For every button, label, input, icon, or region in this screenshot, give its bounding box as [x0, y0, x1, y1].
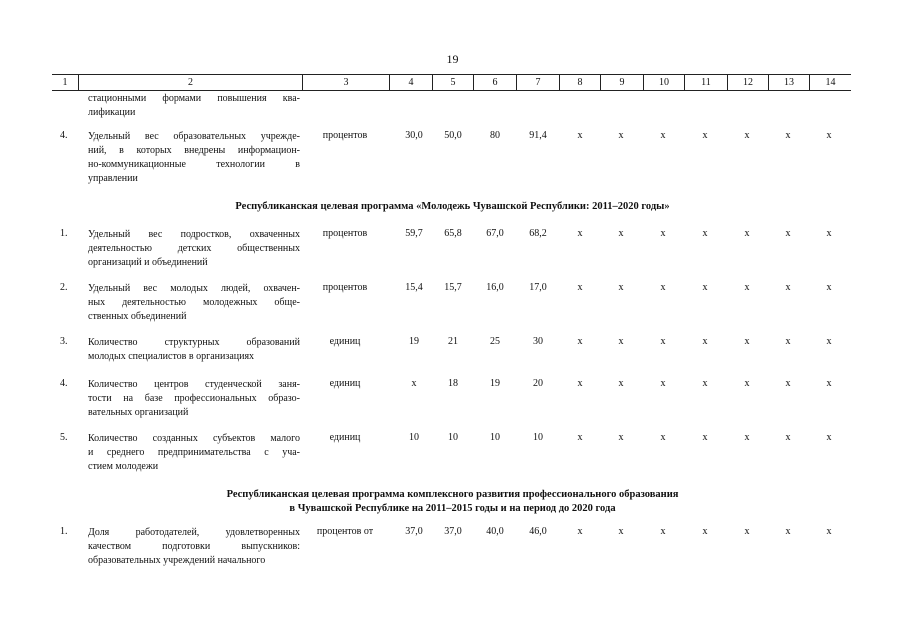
value-cell: 37,0: [405, 526, 423, 537]
column-number-row: [52, 74, 851, 91]
text-line: Удельный вес образовательных учрежде-: [88, 131, 300, 142]
value-cell: х: [660, 432, 666, 443]
value-cell: 15,4: [405, 282, 423, 293]
value-cell: х: [702, 432, 708, 443]
value-cell: 17,0: [529, 282, 547, 293]
row-index: 5.: [60, 432, 68, 443]
text-line: деятельностью детских общественных: [88, 243, 300, 254]
row-index: 1.: [60, 526, 68, 537]
value-cell: 18: [448, 378, 458, 389]
unit: процентов: [322, 228, 368, 239]
value-cell: х: [577, 432, 583, 443]
value-cell: 67,0: [486, 228, 504, 239]
column-number-2: 2: [78, 75, 302, 90]
column-number-7: 7: [516, 75, 559, 90]
value-cell: х: [618, 228, 624, 239]
value-cell: х: [744, 378, 750, 389]
indicator-name: [88, 228, 300, 270]
text-line: и среднего предпринимательства с уча-: [88, 447, 300, 458]
value-cell: х: [744, 130, 750, 141]
indicator-name: [88, 130, 300, 186]
text-line: тости на базе профессиональных образо-: [88, 393, 300, 404]
value-cell: х: [826, 526, 832, 537]
row-index: 4.: [60, 378, 68, 389]
column-number-14: 14: [809, 75, 851, 90]
value-cell: х: [826, 130, 832, 141]
value-cell: 19: [490, 378, 500, 389]
value-cell: 10: [409, 432, 419, 443]
column-number-5: 5: [432, 75, 473, 90]
text-line: качеством подготовки выпускников:: [88, 541, 300, 552]
column-number-13: 13: [768, 75, 809, 90]
value-cell: х: [660, 130, 666, 141]
value-cell: х: [411, 378, 417, 389]
value-cell: 65,8: [444, 228, 462, 239]
row-index: 4.: [60, 130, 68, 141]
value-cell: х: [577, 378, 583, 389]
indicator-name: [88, 282, 300, 324]
value-cell: х: [577, 336, 583, 347]
value-cell: х: [618, 130, 624, 141]
value-cell: х: [702, 228, 708, 239]
value-cell: 46,0: [529, 526, 547, 537]
value-cell: х: [577, 130, 583, 141]
value-cell: х: [618, 432, 624, 443]
text-line: молодых специалистов в организациях: [88, 351, 255, 362]
text-line: ственных объединений: [88, 311, 187, 322]
value-cell: 40,0: [486, 526, 504, 537]
value-cell: 30,0: [405, 130, 423, 141]
section-title-line: Республиканская целевая программа комплексного развития профессионального образования: [226, 489, 679, 500]
value-cell: х: [618, 526, 624, 537]
value-cell: х: [785, 282, 791, 293]
value-cell: х: [826, 378, 832, 389]
value-cell: 10: [448, 432, 458, 443]
value-cell: х: [826, 228, 832, 239]
value-cell: х: [826, 432, 832, 443]
text-line: стационными формами повышения ква-: [88, 93, 300, 104]
text-line: Количество созданных субъектов малого: [88, 433, 300, 444]
value-cell: х: [826, 282, 832, 293]
row-index: 1.: [60, 228, 68, 239]
value-cell: х: [660, 228, 666, 239]
text-line: Доля работодателей, удовлетворенных: [88, 527, 300, 538]
text-line: ных деятельностью молодежных обще-: [88, 297, 300, 308]
value-cell: 15,7: [444, 282, 462, 293]
value-cell: х: [618, 282, 624, 293]
unit: единиц: [329, 432, 361, 443]
value-cell: 21: [448, 336, 458, 347]
value-cell: х: [826, 336, 832, 347]
value-cell: 30: [533, 336, 543, 347]
unit: единиц: [329, 378, 361, 389]
value-cell: 16,0: [486, 282, 504, 293]
value-cell: х: [785, 228, 791, 239]
text-line: Удельный вес подростков, охваченных: [88, 229, 300, 240]
value-cell: х: [660, 526, 666, 537]
section-title-youth: Республиканская целевая программа «Молодежь Чувашской Республики: 2011–2020 годы»: [235, 201, 670, 212]
unit: процентов: [322, 130, 368, 141]
value-cell: х: [744, 526, 750, 537]
row-index: 2.: [60, 282, 68, 293]
value-cell: 80: [490, 130, 500, 141]
value-cell: х: [744, 228, 750, 239]
column-number-4: 4: [389, 75, 432, 90]
indicator-name: [88, 526, 300, 568]
value-cell: х: [702, 378, 708, 389]
value-cell: х: [744, 336, 750, 347]
text-line: образовательных учреждений начального: [88, 555, 266, 566]
text-line: Количество центров студенческой заня-: [88, 379, 300, 390]
text-line: Удельный вес молодых людей, охвачен-: [88, 283, 300, 294]
column-number-12: 12: [727, 75, 768, 90]
continuation-text: [88, 92, 300, 120]
column-number-1: 1: [62, 77, 68, 88]
column-number-9: 9: [600, 75, 643, 90]
column-number-6: 6: [473, 75, 516, 90]
value-cell: х: [618, 378, 624, 389]
value-cell: х: [702, 130, 708, 141]
value-cell: х: [785, 336, 791, 347]
unit: процентов от: [316, 526, 374, 537]
column-number-10: 10: [643, 75, 684, 90]
text-line: стием молодежи: [88, 461, 159, 472]
value-cell: 59,7: [405, 228, 423, 239]
value-cell: х: [618, 336, 624, 347]
value-cell: 68,2: [529, 228, 547, 239]
value-cell: х: [577, 282, 583, 293]
value-cell: 19: [409, 336, 419, 347]
row-index: 3.: [60, 336, 68, 347]
text-line: управлении: [88, 173, 138, 184]
value-cell: х: [577, 228, 583, 239]
value-cell: 20: [533, 378, 543, 389]
value-cell: 50,0: [444, 130, 462, 141]
text-line: вательных организаций: [88, 407, 189, 418]
indicator-name: [88, 336, 300, 364]
text-line: ний, в которых внедрены информацион-: [88, 145, 300, 156]
value-cell: х: [660, 336, 666, 347]
value-cell: х: [577, 526, 583, 537]
value-cell: 91,4: [529, 130, 547, 141]
value-cell: х: [785, 378, 791, 389]
value-cell: х: [744, 432, 750, 443]
text-line: но-коммуникационные технологии в: [88, 159, 300, 170]
value-cell: х: [702, 526, 708, 537]
page-number: 19: [446, 52, 459, 66]
value-cell: х: [785, 526, 791, 537]
value-cell: х: [702, 336, 708, 347]
value-cell: 10: [533, 432, 543, 443]
value-cell: х: [785, 130, 791, 141]
value-cell: 25: [490, 336, 500, 347]
text-line: организаций и объединений: [88, 257, 208, 268]
value-cell: х: [660, 378, 666, 389]
section-title-education: [0, 488, 905, 516]
value-cell: х: [785, 432, 791, 443]
unit: единиц: [329, 336, 361, 347]
unit: процентов: [322, 282, 368, 293]
column-number-11: 11: [684, 75, 727, 90]
text-line: Количество структурных образований: [88, 337, 300, 348]
value-cell: х: [744, 282, 750, 293]
value-cell: 37,0: [444, 526, 462, 537]
indicator-name: [88, 378, 300, 420]
value-cell: х: [702, 282, 708, 293]
column-number-3: 3: [302, 75, 389, 90]
indicator-name: [88, 432, 300, 474]
column-number-8: 8: [559, 75, 600, 90]
text-line: лификации: [88, 107, 136, 118]
value-cell: х: [660, 282, 666, 293]
section-title-line: в Чувашской Республике на 2011–2015 годы и на период до 2020 года: [289, 503, 616, 514]
value-cell: 10: [490, 432, 500, 443]
